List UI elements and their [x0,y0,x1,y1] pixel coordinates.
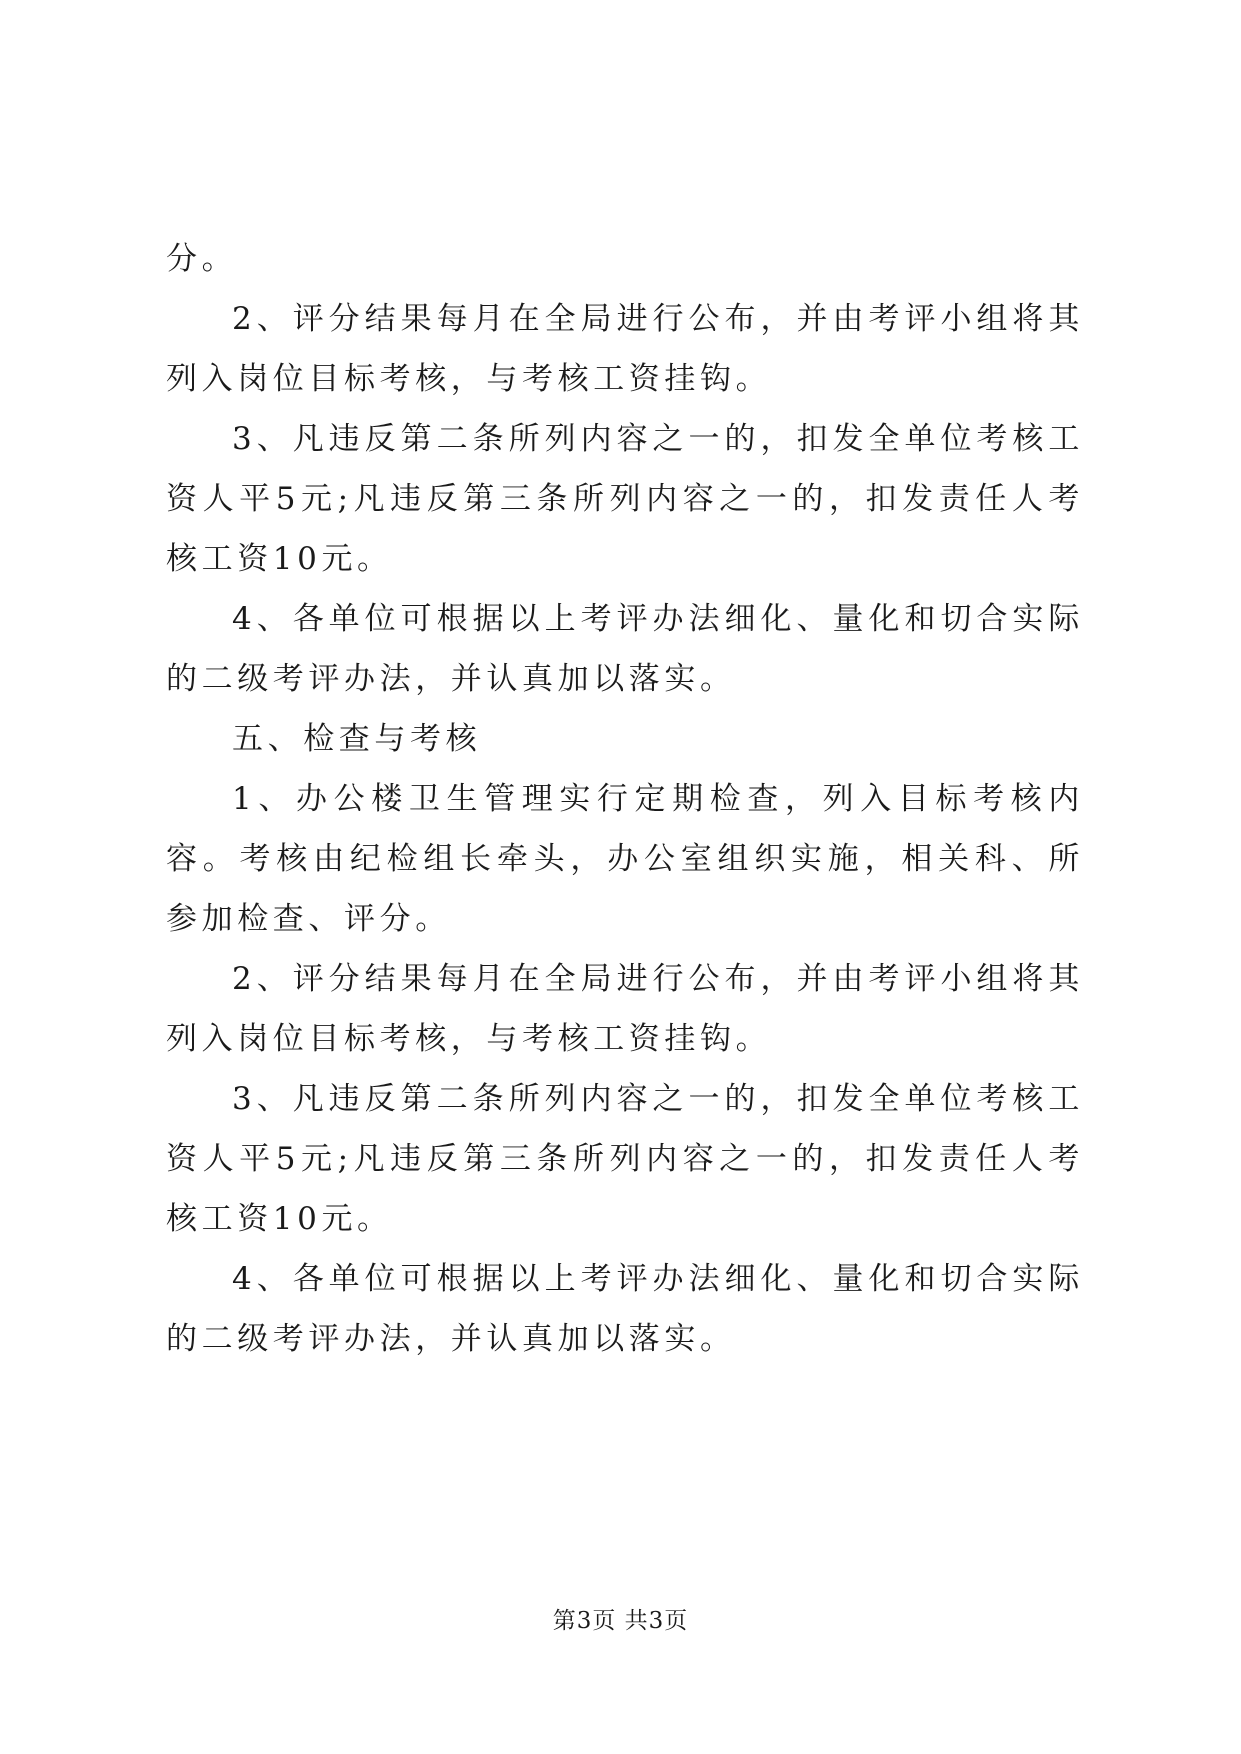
section-heading: 五、检查与考核 [232,721,482,757]
paragraph-item-4: 4、各单位可根据以上考评办法细化、量化和切合实际的二级考评办法，并认真加以落实。 [166,601,1084,697]
document-body [166,229,1084,1369]
paragraph-continuation: 分。 [166,241,238,277]
page-number-footer: 第3页 共3页 [552,1608,689,1634]
paragraph-item-2: 2、评分结果每月在全局进行公布，并由考评小组将其列入岗位目标考核，与考核工资挂钩。 [166,301,1084,397]
paragraph-item-4: 4、各单位可根据以上考评办法细化、量化和切合实际的二级考评办法，并认真加以落实。 [166,1261,1084,1357]
paragraph-item-3: 3、凡违反第二条所列内容之一的，扣发全单位考核工资人平5元;凡违反第三条所列内容之一的，扣发责任人考核工资10元。 [166,421,1084,577]
paragraph-item-1: 1、办公楼卫生管理实行定期检查，列入目标考核内容。考核由纪检组长牵头，办公室组织实施，相关科、所参加检查、评分。 [166,781,1084,937]
paragraph-item-2: 2、评分结果每月在全局进行公布，并由考评小组将其列入岗位目标考核，与考核工资挂钩。 [166,961,1084,1057]
paragraph-item-3: 3、凡违反第二条所列内容之一的，扣发全单位考核工资人平5元;凡违反第三条所列内容之一的，扣发责任人考核工资10元。 [166,1081,1084,1237]
